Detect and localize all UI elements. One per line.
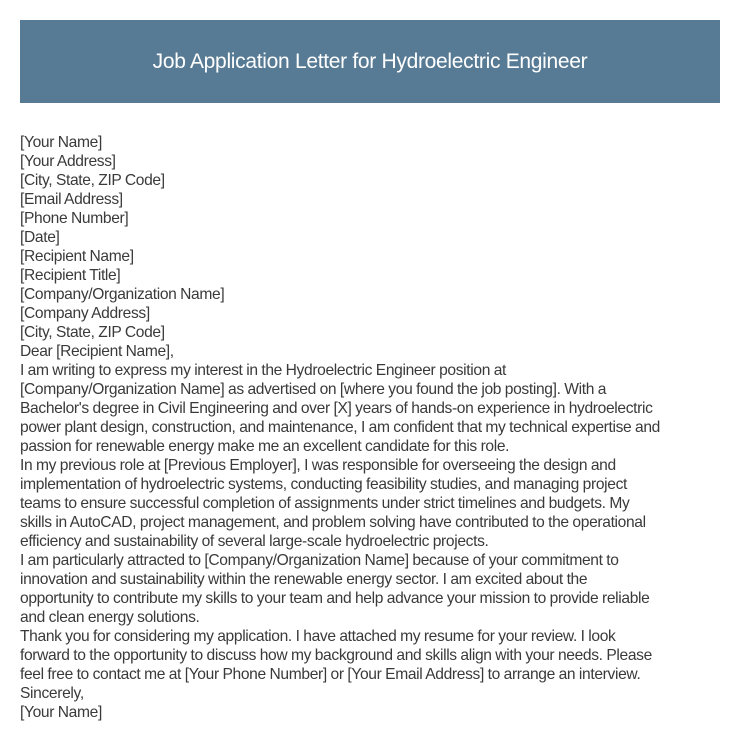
paragraph-line: opportunity to contribute my skills to your team and help advance your mission to provide reliable xyxy=(20,590,650,607)
sender-city-state-zip: [City, State, ZIP Code] xyxy=(20,172,165,189)
sender-name: [Your Name] xyxy=(20,134,102,151)
paragraph-experience xyxy=(20,456,725,551)
paragraph-line: forward to the opportunity to discuss how my background and skills align with your needs. Please xyxy=(20,647,652,664)
paragraph-line: innovation and sustainability within the renewable energy sector. I am excited about the xyxy=(20,571,588,588)
recipient-name: [Recipient Name] xyxy=(20,248,134,265)
recipient-organization: [Company/Organization Name] xyxy=(20,286,225,303)
letter-date: [Date] xyxy=(20,229,60,246)
sender-block xyxy=(20,133,725,247)
paragraph-closing xyxy=(20,627,725,684)
paragraph-line: [Company/Organization Name] as advertised on [where you found the job posting]. With a xyxy=(20,381,607,398)
paragraph-intro xyxy=(20,361,725,456)
paragraph-line: skills in AutoCAD, project management, and problem solving have contributed to the operational xyxy=(20,514,646,531)
title-banner xyxy=(20,20,720,103)
paragraph-line: I am particularly attracted to [Company/Organization Name] because of your commitment to xyxy=(20,552,619,569)
page-title: Job Application Letter for Hydroelectric Engineer xyxy=(152,49,588,73)
paragraph-line: implementation of hydroelectric systems, conducting feasibility studies, and managing project xyxy=(20,476,628,493)
recipient-title: [Recipient Title] xyxy=(20,267,121,284)
signature: [Your Name] xyxy=(20,704,102,721)
paragraph-line: In my previous role at [Previous Employer], I was responsible for overseeing the design and xyxy=(20,457,616,474)
recipient-address: [Company Address] xyxy=(20,305,150,322)
paragraph-motivation xyxy=(20,551,725,627)
paragraph-line: efficiency and sustainability of several large-scale hydroelectric projects. xyxy=(20,533,489,550)
paragraph-line: teams to ensure successful completion of assignments under strict timelines and budgets. My xyxy=(20,495,630,512)
salutation: Dear [Recipient Name], xyxy=(20,343,174,360)
paragraph-line: I am writing to express my interest in the Hydroelectric Engineer position at xyxy=(20,362,507,379)
paragraph-line: feel free to contact me at [Your Phone Number] or [Your Email Address] to arrange an interview. xyxy=(20,666,641,683)
paragraph-line: passion for renewable energy make me an excellent candidate for this role. xyxy=(20,438,510,455)
closing: Sincerely, xyxy=(20,685,84,702)
paragraph-line: power plant design, construction, and maintenance, I am confident that my technical expertise and xyxy=(20,419,661,436)
sender-email: [Email Address] xyxy=(20,191,123,208)
paragraph-line: and clean energy solutions. xyxy=(20,609,200,626)
recipient-city-state-zip: [City, State, ZIP Code] xyxy=(20,324,165,341)
letter-body xyxy=(20,133,725,722)
paragraph-line: Thank you for considering my application. I have attached my resume for your review. I look xyxy=(20,628,616,645)
recipient-block xyxy=(20,247,725,342)
sender-address: [Your Address] xyxy=(20,153,116,170)
sender-phone: [Phone Number] xyxy=(20,210,129,227)
paragraph-line: Bachelor's degree in Civil Engineering and over [X] years of hands-on experience in hydroelectric xyxy=(20,400,653,417)
